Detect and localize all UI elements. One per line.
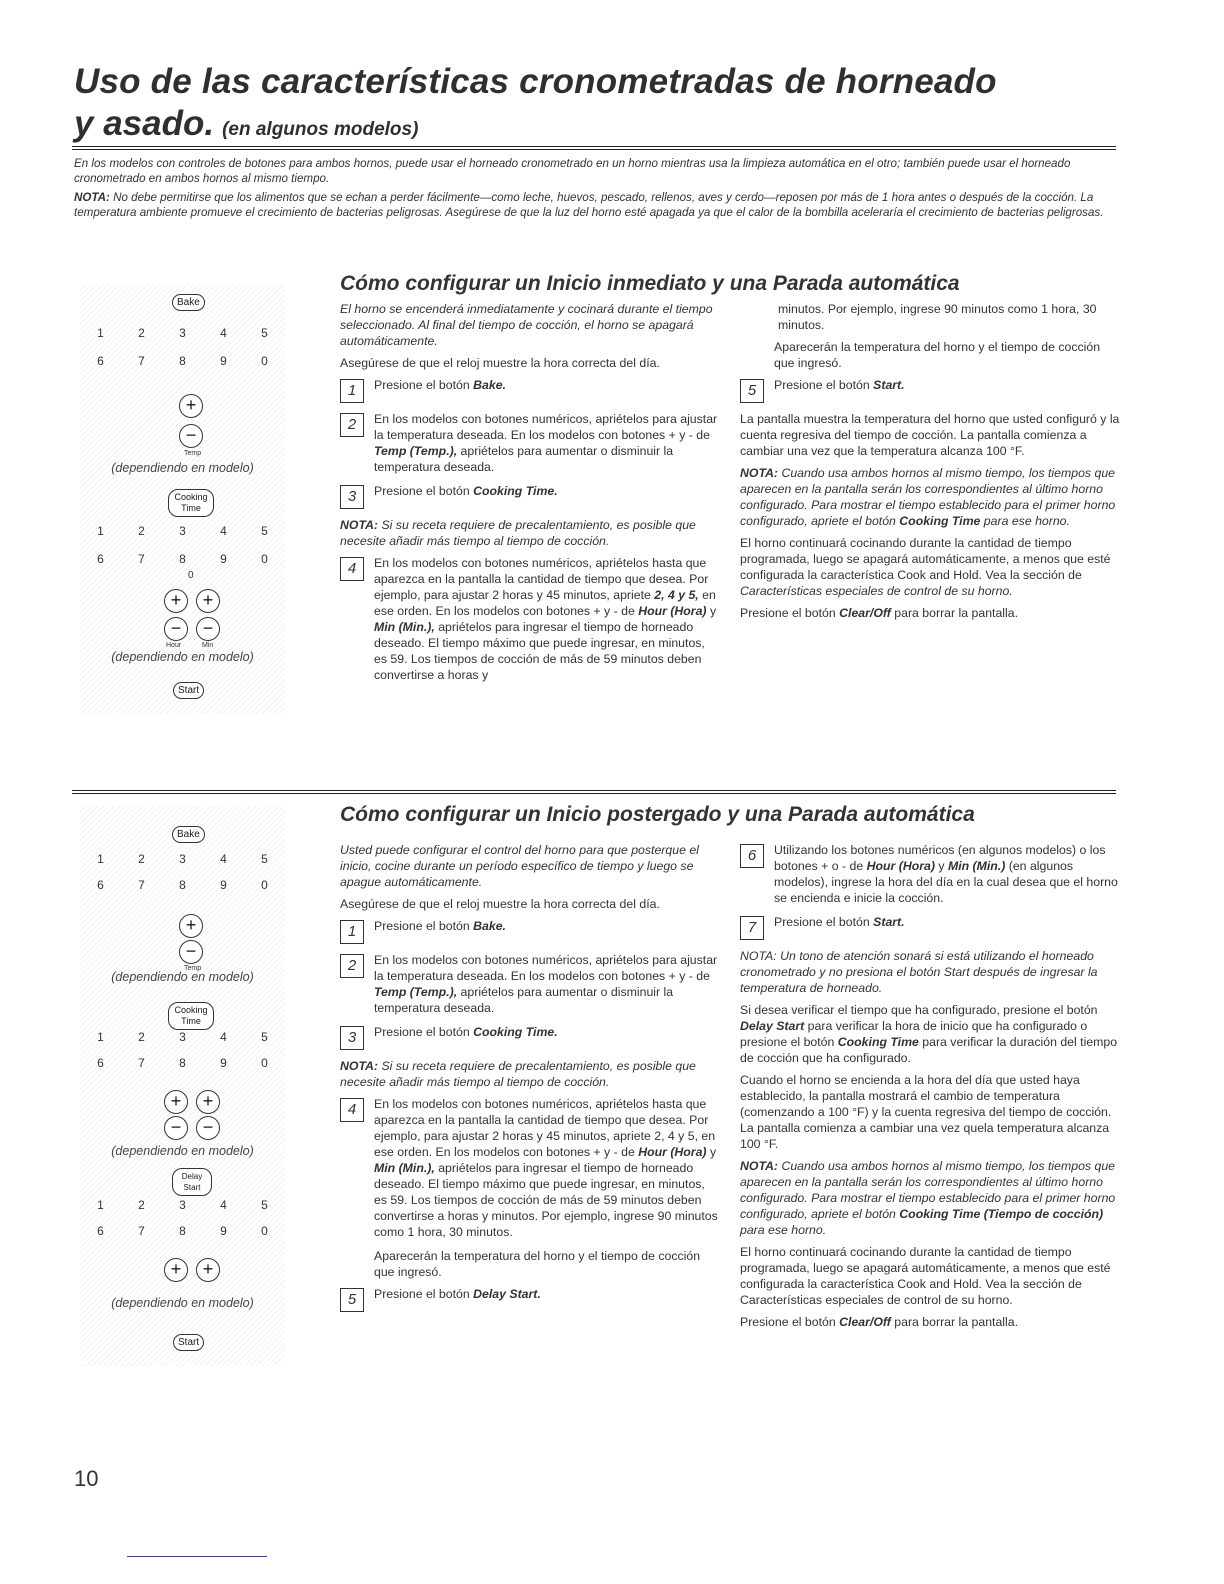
key-name: Cooking Time.	[473, 484, 558, 498]
s1-step-4	[340, 555, 718, 683]
hour-minus-icon: −	[164, 1116, 188, 1140]
key-digit: 6	[97, 878, 104, 892]
key-digit: 3	[179, 1030, 186, 1044]
key-name: Min (Min.)	[947, 859, 1006, 873]
cooking-time-key: Cooking Time	[168, 1002, 214, 1030]
keypad-illustration-1	[80, 284, 285, 714]
keypad-row-bottom	[80, 354, 285, 368]
intro-paragraph: En los modelos con controles de botones para ambos hornos, puede usar el horneado cronometrado en un horno mientras usa la limpieza automática en el otro; también puede usar el horneado cronometrado en ambos hornos al mismo tiempo.	[74, 157, 1071, 185]
intro-note	[74, 190, 1119, 220]
s1-appear: Aparecerán la temperatura del horno y el tiempo de cocción que ingresó.	[774, 340, 1101, 370]
s2-step-4	[340, 1096, 718, 1240]
s2-nota	[340, 1058, 718, 1090]
bake-key: Bake	[172, 826, 205, 843]
keypad-row-bottom	[80, 878, 285, 892]
temp-label: Temp	[184, 965, 202, 972]
hour-plus-icon: +	[164, 1090, 188, 1114]
body-text: El horno continuará cocinando durante la cantidad de tiempo programada, luego se apagará automáticamente, a menos que esté configurada la característica Cook and Hold. Vea la sección de	[740, 536, 1111, 582]
key-name: Bake.	[473, 919, 506, 933]
key-digit: 8	[179, 878, 186, 892]
key-digit: 2	[138, 852, 145, 866]
key-digit: 0	[261, 878, 268, 892]
key-digit: 1	[97, 326, 104, 340]
body-text-italic: Características especiales de control de su horno.	[740, 584, 1013, 598]
key-digit: 3	[179, 326, 186, 340]
delay-start-key: Delay Start	[172, 1168, 212, 1196]
s1-step-2	[340, 411, 718, 475]
section1-left-column	[340, 301, 718, 691]
step-text: en ese orden. En los modelos con botones + y - de	[374, 588, 716, 618]
nota-label: NOTA:	[740, 949, 777, 963]
step-text: Presione el botón	[774, 378, 870, 392]
step-text: En los modelos con botones numéricos, apriételos para ajustar la temperatura deseada. En los modelos con botones + y - de	[374, 412, 718, 442]
min-plus-icon: +	[196, 1090, 220, 1114]
key-digit: 2	[138, 1030, 145, 1044]
key-digit: 4	[220, 1198, 227, 1212]
zero-sub-label: 0	[188, 570, 194, 581]
model-caption: (dependiendo en modelo)	[111, 970, 254, 984]
key-digit: 0	[261, 552, 268, 566]
step-text: En los modelos con botones numéricos, apriételos hasta que aparezca en la pantalla la cantidad de tiempo que desea. Por ejemplo, para ajustar 2 horas y 45 minutos, apriete 2, 4 y 5, en ese orden. En los modelos con botones + y - de	[374, 1097, 716, 1159]
keypad-row-top	[80, 524, 285, 538]
hour-label: Hour	[166, 642, 182, 649]
keypad-illustration-2	[80, 806, 285, 1366]
key-name: Clear/Off	[839, 1315, 891, 1329]
keypad-row-top	[80, 852, 285, 866]
hour-minus-icon: −	[164, 617, 188, 641]
key-name: Min (Min.),	[374, 1161, 435, 1175]
nota-text: Si su receta requiere de precalentamiento, es posible que necesite añadir más tiempo al tiempo de cocción.	[340, 1059, 696, 1089]
keypad-row-top	[80, 1030, 285, 1044]
step-text: y	[709, 1145, 717, 1159]
s2-right-nota	[740, 948, 1122, 996]
step-text: y	[709, 604, 717, 618]
minus-icon: −	[179, 424, 203, 448]
key-digit: 7	[138, 1224, 145, 1238]
keypad-row-bottom	[80, 552, 285, 566]
step-number: 3	[340, 1026, 364, 1050]
step-text: En los modelos con botones numéricos, apriételos para ajustar la temperatura deseada. En los modelos con botones + y - de	[374, 953, 718, 983]
nota-text: Cuando usa ambos hornos al mismo tiempo, los tiempos que aparecen en la pantalla serán los correspondientes al último horno configurado. Para mostrar el tiempo establecido para el primer horno configurado, apriete el botón	[740, 1159, 1116, 1221]
step-text: (en algunos modelos), ingrese la hora del día en la cual desea que el horno se encienda e inicie la cocción.	[774, 859, 1118, 905]
step-number: 5	[340, 1288, 364, 1312]
model-caption: (dependiendo en modelo)	[111, 1144, 254, 1158]
section1-right-column	[740, 301, 1122, 627]
key-name: Temp (Temp.),	[374, 985, 458, 999]
s2-clear	[740, 1314, 1122, 1330]
key-digit: 2	[138, 326, 145, 340]
intro-block	[74, 156, 1119, 224]
nota-label: NOTA:	[340, 518, 379, 532]
nota-label: NOTA:	[740, 1159, 779, 1173]
s2-step-3	[340, 1024, 718, 1050]
step-text: Presione el botón	[374, 1025, 470, 1039]
hour-plus-icon: +	[164, 1258, 188, 1282]
page-title-line2	[74, 104, 418, 144]
s1-clear	[740, 605, 1122, 621]
key-digit: 9	[220, 552, 227, 566]
key-name: Hour (Hora)	[638, 1145, 707, 1159]
key-name: Min (Min.),	[374, 620, 435, 634]
step-text: Presione el botón	[774, 915, 870, 929]
page-title: Uso de las características cronometradas de horneado	[74, 62, 997, 101]
step-number: 1	[340, 379, 364, 403]
s2-intro: Usted puede configurar el control del horno para que posterque el inicio, cocine durante un período específico de tiempo y luego se apague automáticamente.	[340, 843, 699, 889]
start-key: Start	[173, 682, 204, 699]
key-digit: 8	[179, 1056, 186, 1070]
key-digit: 1	[97, 524, 104, 538]
step-number: 3	[340, 485, 364, 509]
key-digit: 3	[179, 852, 186, 866]
title-line2-text: y asado.	[74, 104, 215, 143]
step-text: apriételos para aumentar o disminuir la temperatura deseada.	[374, 985, 674, 1015]
key-name: Cooking Time	[837, 1035, 919, 1049]
step-text: apriételos para aumentar o disminuir la temperatura deseada.	[374, 444, 674, 474]
s1-display: La pantalla muestra la temperatura del horno que usted configuró y la cuenta regresiva del tiempo de cocción. La pantalla comienza a cambiar una vez que la temperatura alcanza 100 °F.	[740, 412, 1120, 458]
section2-right-column	[740, 842, 1122, 1336]
step-text: y	[938, 859, 945, 873]
plus-icon: +	[179, 914, 203, 938]
s1-step-3	[340, 483, 718, 509]
body-text: para verificar la hora de inicio que ha configurado o presione el botón	[740, 1019, 1088, 1049]
key-digit: 7	[138, 552, 145, 566]
keypad-row-top	[80, 1198, 285, 1212]
key-digit: 4	[220, 852, 227, 866]
section2-heading: Cómo configurar un Inicio postergado y una Parada automática	[340, 803, 975, 826]
body-text: Presione el botón	[740, 1315, 836, 1329]
s2-clock: Asegúrese de que el reloj muestre la hora correcta del día.	[340, 897, 660, 911]
keypad-row-bottom	[80, 1056, 285, 1070]
s2-step-6	[740, 842, 1122, 906]
title-subtitle: (en algunos modelos)	[222, 119, 419, 140]
s1-intro: El horno se encenderá inmediatamente y cocinará durante el tiempo seleccionado. Al final del tiempo de cocción, el horno se apagará automáticamente.	[340, 302, 713, 348]
mid-rule	[72, 790, 1116, 794]
key-digit: 5	[261, 852, 268, 866]
step-number: 2	[340, 413, 364, 437]
step-number: 1	[340, 920, 364, 944]
key-digit: 0	[261, 354, 268, 368]
min-plus-icon: +	[196, 1258, 220, 1282]
key-digit: 6	[97, 1056, 104, 1070]
step-text: apriételos para ingresar el tiempo de horneado deseado. El tiempo máximo que puede ingresar, en minutos, es 59. Los tiempos de cocción de más de 59 minutos deben convertirse a horas y minutos. Por ejemplo, ingrese 90 minutos como 1 hora, 30 minutos.	[374, 1161, 718, 1239]
model-caption: (dependiendo en modelo)	[111, 461, 254, 475]
footer-line	[127, 1556, 267, 1557]
key-digit: 7	[138, 354, 145, 368]
s2-step-5	[340, 1286, 718, 1312]
key-name: Start.	[873, 378, 905, 392]
key-digit: 9	[220, 878, 227, 892]
body-text: para verificar la duración del tiempo de cocción que ha configurado.	[740, 1035, 1118, 1065]
nota-text: Un tono de atención sonará si está utilizando el horneado cronometrado y no presiona el botón Start después de ingresar la temperatura de horneado.	[740, 949, 1098, 995]
key-digit: 4	[220, 1030, 227, 1044]
step-number: 2	[340, 954, 364, 978]
step-text: Utilizando los botones numéricos (en algunos modelos) o los botones + o - de	[774, 843, 1106, 873]
key-digit: 6	[97, 1224, 104, 1238]
start-key: Start	[173, 1334, 204, 1351]
section1-heading: Cómo configurar un Inicio inmediato y una Parada automática	[340, 272, 960, 295]
s1-continuation: minutos. Por ejemplo, ingrese 90 minutos como 1 hora, 30 minutos.	[778, 302, 1097, 332]
step-number: 4	[340, 557, 364, 581]
plus-icon: +	[179, 394, 203, 418]
key-digit: 1	[97, 852, 104, 866]
key-name: Delay Start	[740, 1019, 805, 1033]
key-name: Delay Start.	[473, 1287, 541, 1301]
top-rule	[72, 146, 1116, 150]
minus-icon: −	[179, 940, 203, 964]
keypad-row-bottom	[80, 1224, 285, 1238]
step-text: Presione el botón	[374, 378, 470, 392]
hour-plus-icon: +	[164, 589, 188, 613]
key-digit: 8	[179, 552, 186, 566]
s2-step-2	[340, 952, 718, 1016]
key-digit: 2	[138, 1198, 145, 1212]
body-text: Presione el botón	[740, 606, 836, 620]
key-digit: 3	[179, 524, 186, 538]
key-digit: 5	[261, 326, 268, 340]
key-name: Clear/Off	[839, 606, 891, 620]
key-name: Start.	[873, 915, 905, 929]
nota-text: Cuando usa ambos hornos al mismo tiempo, los tiempos que aparecen en la pantalla serán los correspondientes al último horno configurado. Para mostrar el tiempo establecido para el primer horno configurado, apriete el botón	[740, 466, 1116, 528]
step-number: 6	[740, 844, 764, 868]
min-plus-icon: +	[196, 589, 220, 613]
key-name: Bake.	[473, 378, 506, 392]
step-text: En los modelos con botones numéricos, apriételos hasta que aparezca en la pantalla la cantidad de tiempo que desea. Por ejemplo, para ajustar 2 horas y 45 minutos, apriete	[374, 556, 709, 602]
min-minus-icon: −	[196, 617, 220, 641]
page-number: 10	[74, 1466, 99, 1491]
step-text: Presione el botón	[374, 484, 470, 498]
s2-appear: Aparecerán la temperatura del horno y el tiempo de cocción que ingresó.	[374, 1249, 701, 1279]
cooking-time-key: Cooking Time	[168, 489, 214, 517]
key-digit: 6	[97, 552, 104, 566]
step-number: 4	[340, 1098, 364, 1122]
nota-label: NOTA:	[340, 1059, 379, 1073]
s2-right-nota2	[740, 1158, 1122, 1238]
nota-label: NOTA:	[740, 466, 779, 480]
body-text: para borrar la pantalla.	[894, 606, 1019, 620]
min-minus-icon: −	[196, 1116, 220, 1140]
keypad-row-top	[80, 326, 285, 340]
key-digit: 4	[220, 524, 227, 538]
s1-continue	[740, 535, 1122, 599]
key-digit: 9	[220, 354, 227, 368]
key-digit: 3	[179, 1198, 186, 1212]
step-number: 5	[740, 379, 764, 403]
s1-nota	[340, 517, 718, 549]
intro-note-text: No debe permitirse que los alimentos que se echan a perder fácilmente—como leche, huevos, pescado, rellenos, aves y cerdo—reposen por más de 1 hora antes o después de la cocción. La temperatura ambiente promueve el crecimiento de bacterias peligrosas. Asegúrese de que la luz del horno esté apagada ya que el calor de la bombilla aceleraría el crecimiento de bacterias peligrosas.	[74, 191, 1104, 219]
s1-clock: Asegúrese de que el reloj muestre la hora correcta del día.	[340, 356, 660, 370]
key-digit: 6	[97, 354, 104, 368]
model-caption: (dependiendo en modelo)	[111, 650, 254, 664]
key-name: Hour (Hora)	[638, 604, 707, 618]
key-digit: 8	[179, 354, 186, 368]
nota-text: para ese horno.	[740, 1223, 827, 1237]
key-digit: 7	[138, 878, 145, 892]
step-text: Presione el botón	[374, 919, 470, 933]
body-text: para borrar la pantalla.	[894, 1315, 1019, 1329]
key-digit: 1	[97, 1030, 104, 1044]
bake-key: Bake	[172, 294, 205, 311]
key-digit: 4	[220, 326, 227, 340]
key-digit: 5	[261, 1198, 268, 1212]
s2-step-7	[740, 914, 1122, 940]
step-text: Presione el botón	[374, 1287, 470, 1301]
key-digit: 5	[261, 1030, 268, 1044]
s1-step-5	[740, 377, 1122, 403]
model-caption: (dependiendo en modelo)	[111, 1296, 254, 1310]
s2-verify	[740, 1002, 1122, 1066]
key-name: 2, 4 y 5,	[654, 588, 699, 602]
key-digit: 0	[261, 1224, 268, 1238]
key-name: Cooking Time (Tiempo de cocción)	[899, 1207, 1104, 1221]
key-digit: 5	[261, 524, 268, 538]
key-digit: 0	[261, 1056, 268, 1070]
s1-right-nota	[740, 465, 1122, 529]
key-name: Hour (Hora)	[866, 859, 935, 873]
nota-text: Si su receta requiere de precalentamiento, es posible que necesite añadir más tiempo al tiempo de cocción.	[340, 518, 696, 548]
key-name: Cooking Time.	[473, 1025, 558, 1039]
s1-step-1	[340, 377, 718, 403]
key-digit: 9	[220, 1224, 227, 1238]
key-digit: 1	[97, 1198, 104, 1212]
key-digit: 2	[138, 524, 145, 538]
intro-note-label: NOTA:	[74, 191, 110, 204]
body-text: Si desea verificar el tiempo que ha configurado, presione el botón	[740, 1003, 1098, 1017]
key-digit: 8	[179, 1224, 186, 1238]
key-digit: 7	[138, 1056, 145, 1070]
temp-label: Temp	[184, 450, 202, 457]
s2-step-1	[340, 918, 718, 944]
key-digit: 9	[220, 1056, 227, 1070]
key-name: Cooking Time	[899, 514, 981, 528]
key-name: Temp (Temp.),	[374, 444, 458, 458]
section2-left-column	[340, 842, 718, 1320]
step-text: apriételos para ingresar el tiempo de horneado deseado. El tiempo máximo que puede ingresar, en minutos, es 59. Los tiempos de cocción de más de 59 minutos deben convertirse a horas y	[374, 620, 705, 682]
s2-when: Cuando el horno se encienda a la hora del día que usted haya establecido, la pantalla mostrará el cambio de temperatura (comenzando a 100 °F) y la cuenta regresiva del tiempo de cocción. La pantalla comienza a cambiar una vez quela temperatura alcanza 100 °F.	[740, 1073, 1112, 1151]
s2-continue: El horno continuará cocinando durante la cantidad de tiempo programada, luego se apagará automáticamente, a menos que esté configurada la característica Cook and Hold. Vea la sección de Características especiales de control de su horno.	[740, 1245, 1111, 1307]
step-number: 7	[740, 916, 764, 940]
min-label: Min	[202, 642, 214, 649]
nota-text: para ese horno.	[983, 514, 1070, 528]
